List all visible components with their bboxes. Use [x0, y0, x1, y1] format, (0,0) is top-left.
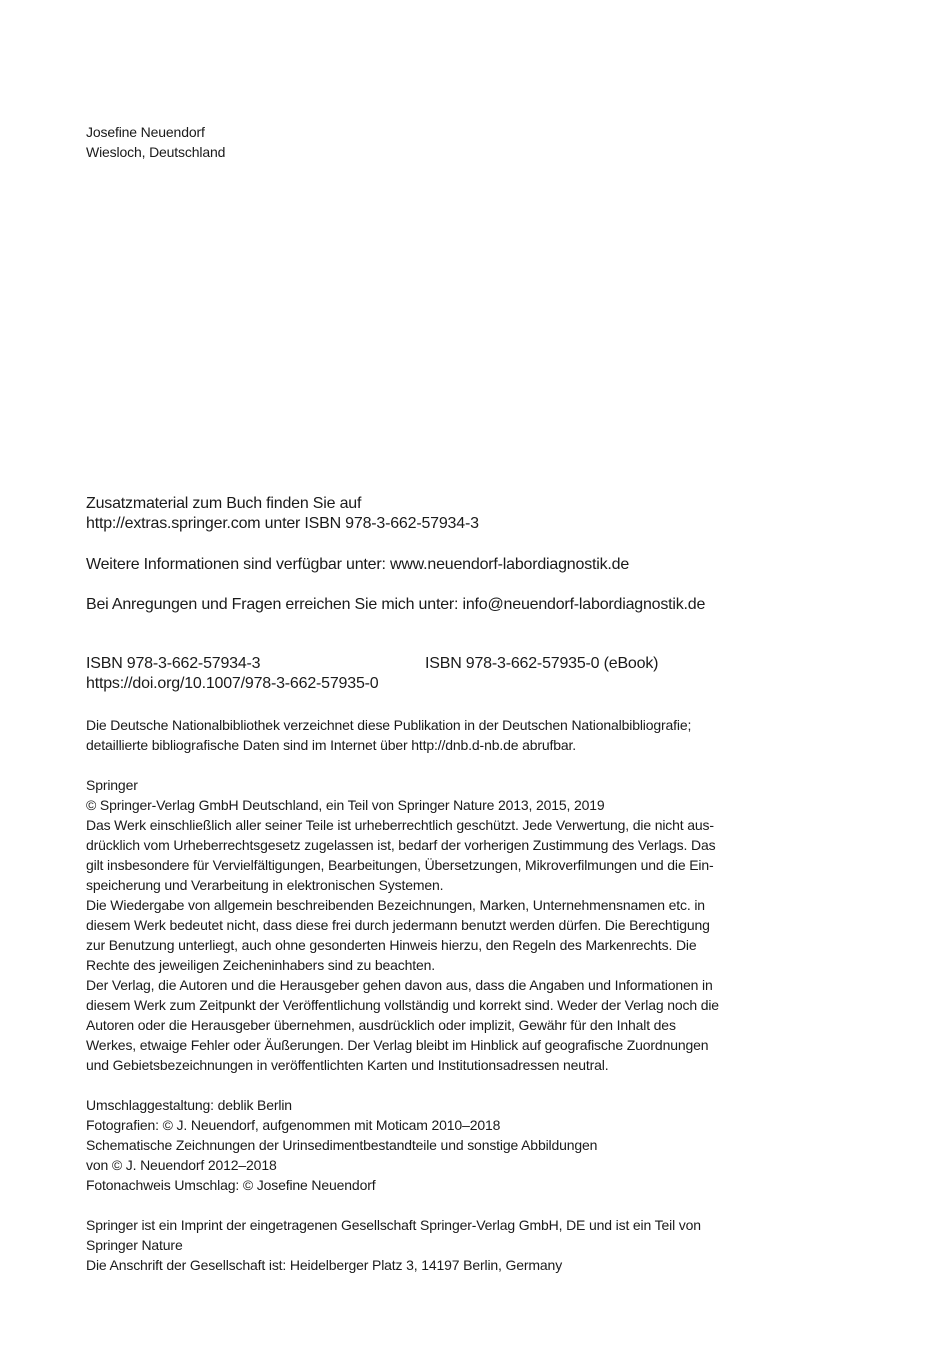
legal-line: © Springer-Verlag GmbH Deutschland, ein Teil von Springer Nature 2013, 2015, 2019: [86, 797, 605, 813]
dnb-notice: [86, 715, 691, 755]
extras-line-1: Zusatzmaterial zum Buch finden Sie auf: [86, 495, 362, 512]
legal-line: diesem Werk zum Zeitpunkt der Veröffentlichung vollständig und korrekt sind. Weder der Verlag noch die: [86, 997, 719, 1013]
legal-line: Die Wiedergabe von allgemein beschreibenden Bezeichnungen, Marken, Unternehmensnamen etc. in: [86, 897, 705, 913]
isbn-block: [86, 654, 786, 694]
legal-line: speicherung und Verarbeitung in elektronischen Systemen.: [86, 877, 444, 893]
dnb-line: detaillierte bibliografische Daten sind im Internet über http://dnb.d-nb.de abrufbar.: [86, 737, 576, 753]
legal-line: und Gebietsbezeichnungen in veröffentlichten Karten und Institutionsadressen neutral.: [86, 1057, 609, 1073]
legal-line: Springer: [86, 777, 138, 793]
credits-line: Umschlaggestaltung: deblik Berlin: [86, 1097, 292, 1113]
credits-line: Fotonachweis Umschlag: © Josefine Neuendorf: [86, 1177, 376, 1193]
author-location: Wiesloch, Deutschland: [86, 144, 226, 160]
legal-line: Rechte des jeweiligen Zeicheninhabers sind zu beachten.: [86, 957, 435, 973]
contact-note: [86, 595, 705, 615]
legal-notice: [86, 775, 719, 1075]
legal-line: Der Verlag, die Autoren und die Herausgeber gehen davon aus, dass die Angaben und Informationen in: [86, 977, 713, 993]
author-block: [86, 122, 225, 162]
legal-line: gilt insbesondere für Vervielfältigungen, Bearbeitungen, Übersetzungen, Mikroverfilmungen und die Ein-: [86, 857, 714, 873]
extras-line-2: http://extras.springer.com unter ISBN 978-3-662-57934-3: [86, 515, 479, 532]
legal-line: Autoren oder die Herausgeber übernehmen, ausdrücklich oder implizit, Gewähr für den Inhalt des: [86, 1017, 676, 1033]
isbn-ebook: ISBN 978-3-662-57935-0 (eBook): [425, 655, 659, 672]
imprint-block: [86, 1215, 701, 1275]
contact-text: Bei Anregungen und Fragen erreichen Sie mich unter: info@neuendorf-labordiagnostik.de: [86, 596, 706, 613]
imprint-line: Springer ist ein Imprint der eingetragenen Gesellschaft Springer-Verlag GmbH, DE und ist ein Teil von: [86, 1217, 701, 1233]
legal-line: drücklich vom Urheberrechtsgesetz zugelassen ist, bedarf der vorherigen Zustimmung des Verlags. Das: [86, 837, 716, 853]
imprint-line: Die Anschrift der Gesellschaft ist: Heidelberger Platz 3, 14197 Berlin, Germany: [86, 1257, 563, 1273]
legal-line: diesem Werk bedeutet nicht, dass diese frei durch jedermann benutzt werden dürfen. Die Berechtigung: [86, 917, 710, 933]
dnb-line: Die Deutsche Nationalbibliothek verzeichnet diese Publikation in der Deutschen Nationalbibliografie;: [86, 717, 692, 733]
legal-line: Werkes, etwaige Fehler oder Äußerungen. Der Verlag bleibt im Hinblick auf geografische Zuordnungen: [86, 1037, 709, 1053]
author-name: Josefine Neuendorf: [86, 124, 205, 140]
more-info-note: [86, 555, 629, 575]
credits-line: Schematische Zeichnungen der Urinsedimentbestandteile und sonstige Abbildungen: [86, 1137, 598, 1153]
imprint-line: Springer Nature: [86, 1237, 183, 1253]
credits-line: Fotografien: © J. Neuendorf, aufgenommen mit Moticam 2010–2018: [86, 1117, 501, 1133]
credits-block: [86, 1095, 597, 1195]
supplementary-material-note: [86, 494, 479, 534]
credits-line: von © J. Neuendorf 2012–2018: [86, 1157, 277, 1173]
legal-line: Das Werk einschließlich aller seiner Teile ist urheberrechtlich geschützt. Jede Verwertung, die nicht aus-: [86, 817, 714, 833]
doi-link[interactable]: https://doi.org/10.1007/978-3-662-57935-0: [86, 675, 379, 692]
isbn-print: ISBN 978-3-662-57934-3: [86, 655, 261, 672]
legal-line: zur Benutzung unterliegt, auch ohne gesonderten Hinweis hierzu, den Regeln des Markenrechts. Die: [86, 937, 697, 953]
isbn-row: [86, 654, 786, 674]
more-info-text: Weitere Informationen sind verfügbar unter: www.neuendorf-labordiagnostik.de: [86, 556, 630, 573]
